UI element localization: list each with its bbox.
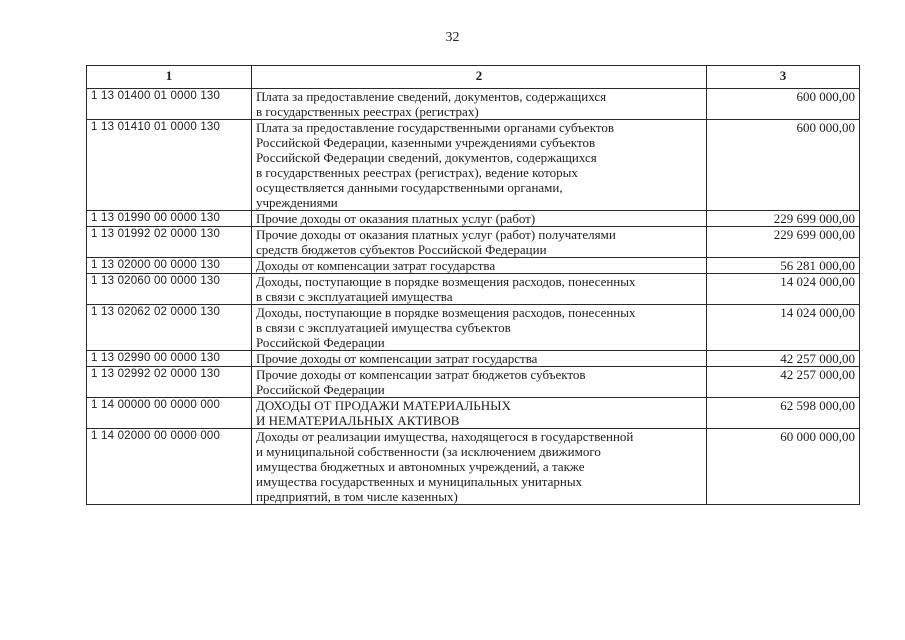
revenue-name: Доходы от реализации имущества, находящегося в государственной и муниципальной собственности (за исключением движимого имущества бюджетных и автономных учреждений, а также имущества государственных и муниципальных унитарных предприятий, в том числе казенных)	[252, 429, 707, 505]
revenue-code: 1 14 02000 00 0000 000	[87, 429, 252, 505]
revenue-name: Доходы, поступающие в порядке возмещения расходов, понесенных в связи с эксплуатацией имущества субъектов Российской Федерации	[252, 305, 707, 351]
revenue-amount: 62 598 000,00	[707, 398, 860, 429]
table-row	[87, 274, 860, 305]
revenue-amount: 60 000 000,00	[707, 429, 860, 505]
revenue-code: 1 13 01990 00 0000 130	[87, 211, 252, 227]
table-row	[87, 211, 860, 227]
revenue-name: Доходы, поступающие в порядке возмещения расходов, понесенных в связи с эксплуатацией имущества	[252, 274, 707, 305]
revenue-name: Доходы от компенсации затрат государства	[252, 258, 707, 274]
revenue-code: 1 13 02990 00 0000 130	[87, 351, 252, 367]
column-header-code: 1	[87, 66, 252, 89]
revenue-code: 1 13 02992 02 0000 130	[87, 367, 252, 398]
revenue-name: ДОХОДЫ ОТ ПРОДАЖИ МАТЕРИАЛЬНЫХ И НЕМАТЕРИАЛЬНЫХ АКТИВОВ	[252, 398, 707, 429]
revenue-name: Прочие доходы от оказания платных услуг (работ) получателями средств бюджетов субъектов Российской Федерации	[252, 227, 707, 258]
revenue-name: Плата за предоставление сведений, документов, содержащихся в государственных реестрах (регистрах)	[252, 89, 707, 120]
table-row	[87, 258, 860, 274]
revenue-table	[86, 65, 860, 505]
revenue-name: Прочие доходы от компенсации затрат государства	[252, 351, 707, 367]
column-header-amount: 3	[707, 66, 860, 89]
revenue-code: 1 13 01992 02 0000 130	[87, 227, 252, 258]
column-header-name: 2	[252, 66, 707, 89]
page-number: 32	[445, 30, 460, 45]
revenue-code: 1 14 00000 00 0000 000	[87, 398, 252, 429]
table-row	[87, 429, 860, 505]
revenue-amount: 600 000,00	[707, 120, 860, 211]
revenue-amount: 56 281 000,00	[707, 258, 860, 274]
table-row	[87, 351, 860, 367]
table-row	[87, 120, 860, 211]
revenue-amount: 42 257 000,00	[707, 367, 860, 398]
table-row	[87, 398, 860, 429]
revenue-code: 1 13 01410 01 0000 130	[87, 120, 252, 211]
revenue-amount: 14 024 000,00	[707, 305, 860, 351]
revenue-code: 1 13 02062 02 0000 130	[87, 305, 252, 351]
table-row	[87, 305, 860, 351]
table-row	[87, 367, 860, 398]
revenue-name: Прочие доходы от оказания платных услуг (работ)	[252, 211, 707, 227]
revenue-code: 1 13 01400 01 0000 130	[87, 89, 252, 120]
revenue-amount: 42 257 000,00	[707, 351, 860, 367]
revenue-amount: 229 699 000,00	[707, 211, 860, 227]
revenue-code: 1 13 02000 00 0000 130	[87, 258, 252, 274]
revenue-amount: 14 024 000,00	[707, 274, 860, 305]
revenue-amount: 229 699 000,00	[707, 227, 860, 258]
table-row	[87, 227, 860, 258]
table-row	[87, 89, 860, 120]
table-header-row	[87, 66, 860, 89]
revenue-name: Плата за предоставление государственными органами субъектов Российской Федерации, казенными учреждениями субъектов Российской Федерации сведений, документов, содержащихся в государственных реестрах (регистрах), ведение которых осуществляется данными государственными органами, учреждениями	[252, 120, 707, 211]
revenue-code: 1 13 02060 00 0000 130	[87, 274, 252, 305]
revenue-amount: 600 000,00	[707, 89, 860, 120]
revenue-name: Прочие доходы от компенсации затрат бюджетов субъектов Российской Федерации	[252, 367, 707, 398]
